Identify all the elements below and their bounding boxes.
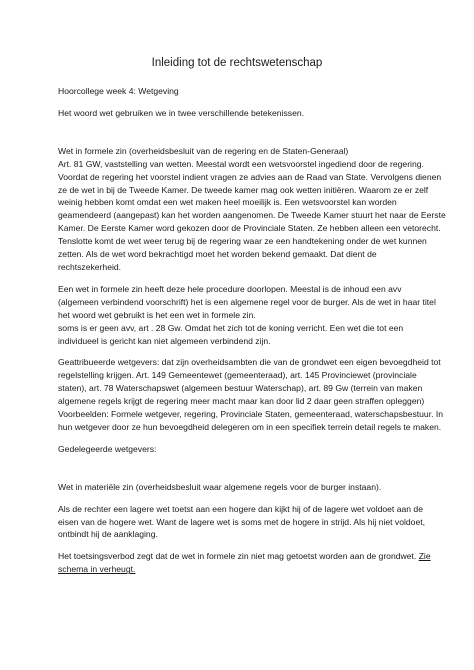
paragraph-line: het woord wet gebruikt is het een wet in formele zin. bbox=[58, 309, 256, 320]
attributed-legislators-paragraph bbox=[58, 356, 444, 433]
paragraph-line: hun wetgever door ze hun bevoegdheid delegeren om in een specifiek terrein detail regels te maken. bbox=[58, 421, 442, 432]
formal-law-procedure-paragraph bbox=[58, 283, 436, 348]
paragraph-line: eisen van de hogere wet. Want de lagere wet is soms met de hogere in strijd. Als hij niet voldoet, bbox=[58, 516, 426, 527]
paragraph-line: geamendeerd (aangepast) kan het worden aangenomen. De Tweede Kamer stuurt het naar de Eerste bbox=[58, 210, 446, 221]
paragraph-line: zetten. Als de wet word bekrachtigd moet het worden bekend gemaakt. Dat dient de bbox=[58, 249, 377, 260]
subtitle: Hoorcollege week 4: Wetgeving bbox=[58, 86, 179, 96]
paragraph-line bbox=[58, 563, 416, 576]
paragraph-line: Voorbeelden: Formele wetgever, regering, Provinciale Staten, gemeenteraad, waterschapsbestuur. In bbox=[58, 409, 444, 420]
paragraph-line: Voordat de regering het voorstel indient vragen ze advies aan de Raad van State. Vervolgens dienen bbox=[58, 171, 442, 182]
paragraph-line: staten), art. 78 Waterschapswet (algemeen bestuur Waterschap), art. 89 Gw (terrein van maken bbox=[58, 383, 423, 394]
paragraph-line: (algemeen verbindend voorschrift) het is een algemene regel voor de burger. Als de wet in haar titel bbox=[58, 296, 436, 307]
paragraph-line: weinig hebben komt omdat een wet maken heel moeilijk is. Een wetsvoorstel kan worden bbox=[58, 197, 397, 208]
schema-link[interactable]: Zie bbox=[418, 551, 431, 562]
judicial-review-paragraph bbox=[58, 503, 426, 542]
paragraph-line bbox=[58, 550, 431, 563]
paragraph-line: regelstelling krijgen. Art. 149 Gemeentewet (gemeenteraad), art. 145 Provinciewet (provinciale bbox=[58, 370, 417, 381]
paragraph-line: individueel is gericht kan niet algemeen verbindend zijn. bbox=[58, 335, 271, 346]
intro-paragraph: Het woord wet gebruiken we in twee verschillende betekenissen. bbox=[58, 107, 305, 118]
delegated-legislators-heading: Gedelegeerde wetgevers: bbox=[58, 443, 157, 454]
paragraph-line: Een wet in formele zin heeft deze hele procedure doorlopen. Meestal is de inhoud een avv bbox=[58, 283, 402, 294]
schema-link-continued[interactable]: schema in verheugt. bbox=[58, 564, 136, 575]
paragraph-line: ontbindt hij de aanklaging. bbox=[58, 529, 158, 540]
paragraph-line: soms is er geen avv, art . 28 Gw. Omdat het zich tot de koning verricht. Een wet die tot een bbox=[58, 322, 404, 333]
paragraph-line: Wet in formele zin (overheidsbesluit van de regering en de Staten-Generaal) bbox=[58, 145, 349, 156]
review-prohibition-paragraph bbox=[58, 550, 431, 576]
paragraph-line: Kamer. De Eerste Kamer word gekozen door de Provinciale Staten. Ze hebben alleen een vetorecht. bbox=[58, 223, 441, 234]
paragraph-line: Tenslotte komt de wet weer terug bij de regering waar ze een handtekening onder de wet kunnen bbox=[58, 236, 427, 247]
paragraph-line: Art. 81 GW, vaststelling van wetten. Meestal wordt een wetsvoorstel ingediend door de regering. bbox=[58, 158, 424, 169]
paragraph-line: Als de rechter een lagere wet toetst aan een hogere dan kijkt hij of de lagere wet voldoet aan de bbox=[58, 503, 423, 514]
paragraph-line: algemene regels krijgt de regering meer macht maar kan door lid 2 daar geen straffen opleggen) bbox=[58, 396, 425, 407]
formal-law-paragraph bbox=[58, 145, 446, 274]
paragraph-line: ze de wet in bij de Tweede Kamer. De tweede kamer mag ook wetten initiëren. Waarom ze er zelf bbox=[58, 184, 429, 195]
paragraph-line: rechtszekerheid. bbox=[58, 261, 122, 272]
material-law-paragraph: Wet in materiële zin (overheidsbesluit waar algemene regels voor de burger instaan). bbox=[58, 481, 382, 492]
paragraph-line: Geattribueerde wetgevers: dat zijn overheidsambten die van de grondwet een eigen bevoegdheid tot bbox=[58, 357, 441, 368]
document-title: Inleiding tot de rechtswetenschap bbox=[151, 57, 323, 69]
paragraph-text: Het toetsingsverbod zegt dat de wet in formele zin niet mag getoetst worden aan de grondwet. bbox=[58, 551, 419, 562]
